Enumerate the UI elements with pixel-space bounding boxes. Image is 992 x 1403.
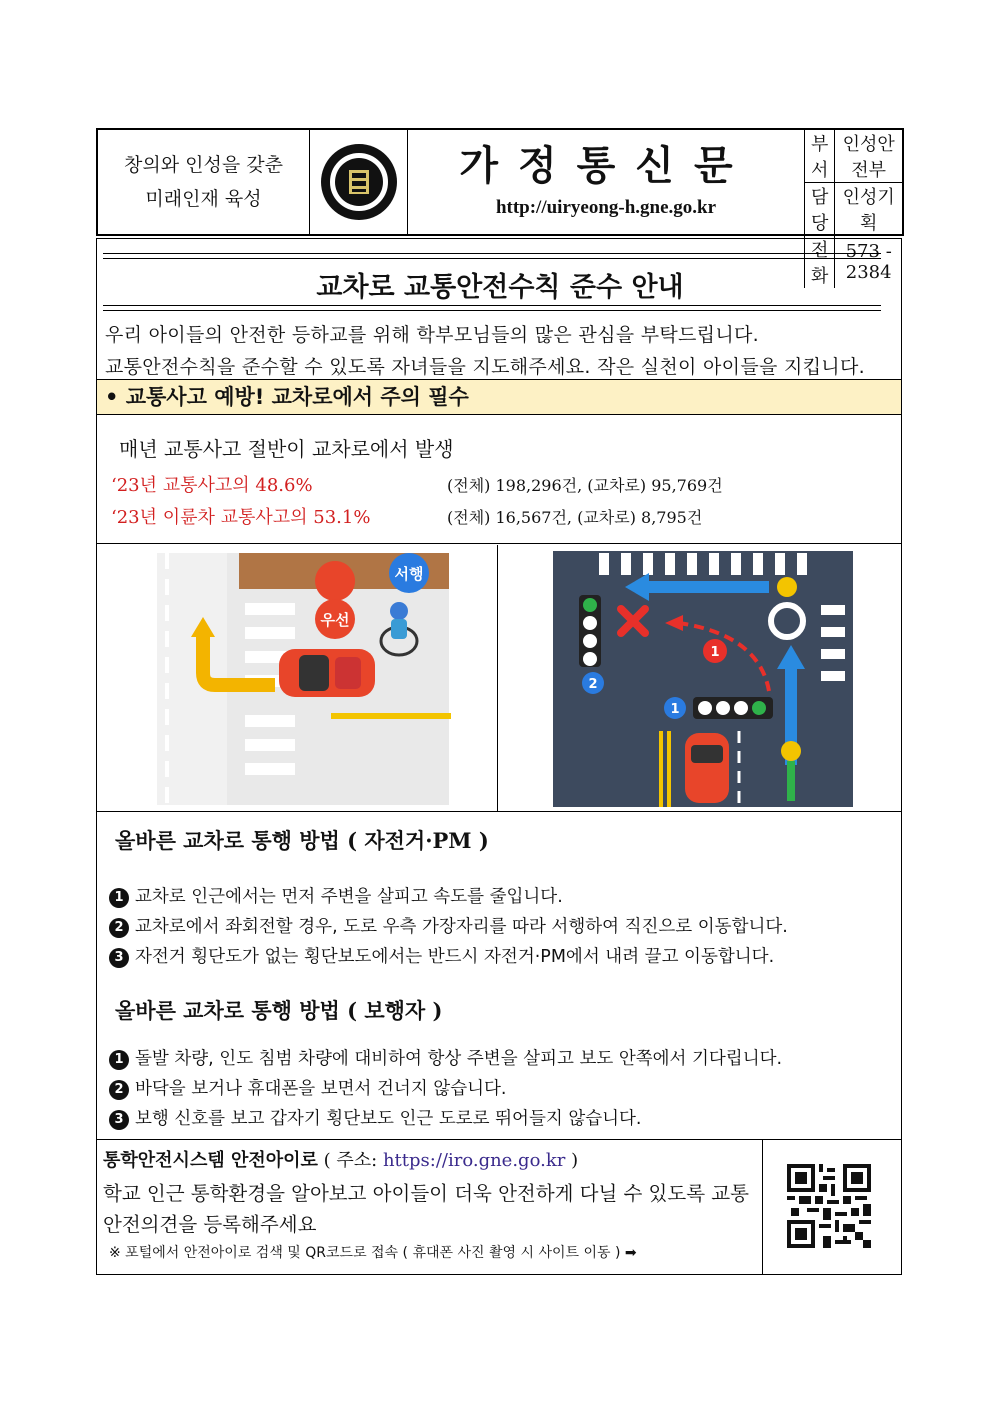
step-badge — [664, 697, 686, 719]
rule-text: 돌발 차량, 인도 침범 차량에 대비하여 항상 주변을 살피고 보도 안쪽에서 기다립니다. — [135, 1049, 783, 1069]
pedestrian-section-heading: 올바른 교차로 통행 방법 ( 보행자 ) — [115, 998, 443, 1023]
stat-detail: (전체) 198,296건, (교차로) 95,769건 — [447, 476, 723, 495]
divider — [97, 811, 901, 812]
slow-label: 서행 — [394, 565, 424, 583]
illustration-left — [99, 545, 498, 811]
contact-value: 573 - 2384 — [835, 236, 902, 289]
step-badge — [582, 672, 604, 694]
step-1-label: 1 — [710, 645, 720, 660]
contact-row — [805, 130, 903, 183]
main-content-box — [96, 238, 902, 1140]
intersection-illustration — [499, 545, 901, 811]
intro-line-2: 교통안전수칙을 준수할 수 있도록 자녀들을 지도해주세요. 작은 실천이 아이들을 지킵니다. — [105, 356, 865, 378]
contact-key: 전화 — [805, 236, 835, 289]
illustration-right — [499, 545, 901, 811]
footer-text-area — [97, 1140, 763, 1274]
document-title: 교차로 교통안전수칙 준수 안내 — [316, 272, 684, 303]
bike-rule — [109, 943, 774, 968]
system-name: 통학안전시스템 안전아이로 — [103, 1150, 318, 1171]
stat-label: ‘23년 교통사고의 48.6% — [111, 475, 313, 496]
school-motto — [98, 130, 310, 234]
rule-number-icon: 1 — [109, 888, 129, 908]
contact-value: 인성기획 — [835, 183, 902, 236]
address-prefix: ( 주소: — [317, 1150, 383, 1171]
stat-heading: 매년 교통사고 절반이 교차로에서 발생 — [119, 437, 454, 461]
step-badge — [703, 639, 727, 663]
rule-text: 보행 신호를 보고 갑자기 횡단보도 인근 도로로 뛰어들지 않습니다. — [135, 1109, 642, 1129]
contact-row — [805, 183, 903, 236]
section-band: • 교통사고 예방! 교차로에서 주의 필수 — [97, 379, 901, 415]
system-url-link[interactable]: https://iro.gne.go.kr — [382, 1150, 566, 1171]
stat-detail: (전체) 16,567건, (교차로) 8,795건 — [447, 508, 703, 527]
stat-label: ‘23년 이륜차 교통사고의 53.1% — [111, 507, 371, 528]
bike-rule — [109, 913, 788, 938]
qr-code[interactable] — [787, 1164, 871, 1252]
rule-text: 바닥을 보거나 휴대폰을 보면서 건너지 않습니다. — [135, 1079, 507, 1099]
contact-value: 인성안전부 — [835, 130, 902, 183]
rule-number-icon: 2 — [109, 1080, 129, 1100]
rule-number-icon: 1 — [109, 1050, 129, 1070]
divider — [97, 543, 901, 544]
title-rule-bottom — [103, 305, 881, 311]
footer-box — [96, 1139, 902, 1275]
school-logo — [310, 130, 408, 234]
pedestrian-rule — [109, 1045, 782, 1070]
rule-text: 자전거 횡단도가 없는 횡단보도에서는 반드시 자전거·PM에서 내려 끌고 이동합니다. — [135, 947, 775, 967]
school-emblem-icon — [319, 142, 399, 222]
stat-row — [111, 471, 723, 497]
qr-code-icon — [787, 1164, 871, 1248]
pedestrian-rule — [109, 1105, 642, 1130]
motto-line-1: 창의와 인성을 갖춘 — [124, 154, 283, 176]
newsletter-title-block — [408, 130, 804, 234]
step-1-blue-label: 1 — [670, 702, 680, 717]
yield-illustration — [99, 545, 497, 811]
intro-text — [105, 319, 865, 383]
contact-key: 담당 — [805, 183, 835, 236]
footer-note: ※ 포털에서 안전아이로 검색 및 QR코드로 접속 ( 휴대폰 사진 촬영 시 사이트 이동 ) ➡ — [109, 1245, 637, 1261]
stat-row — [111, 503, 703, 529]
contact-key: 부서 — [805, 130, 835, 183]
system-line — [103, 1146, 578, 1172]
slow-badge — [389, 553, 429, 593]
title-rule-top — [103, 253, 881, 259]
rule-number-icon: 3 — [109, 1110, 129, 1130]
step-2-label: 2 — [588, 677, 598, 692]
yield-label: 우선 — [320, 611, 350, 629]
rule-text: 교차로 인근에서는 먼저 주변을 살피고 속도를 줄입니다. — [135, 887, 563, 907]
letter-header — [96, 128, 904, 287]
rule-text: 교차로에서 좌회전할 경우, 도로 우측 가장자리를 따라 서행하여 직진으로 이동합니다. — [135, 917, 788, 937]
school-url[interactable]: http://uiryeong-h.gne.go.kr — [495, 197, 717, 218]
motto-line-2: 미래인재 육성 — [145, 188, 262, 210]
bike-section-heading: 올바른 교차로 통행 방법 ( 자전거·PM ) — [115, 828, 489, 853]
pedestrian-rule — [109, 1075, 506, 1100]
rule-number-icon: 3 — [109, 948, 129, 968]
intro-line-1: 우리 아이들의 안전한 등하교를 위해 학부모님들의 많은 관심을 부탁드립니다. — [105, 324, 759, 346]
bike-rule — [109, 883, 563, 908]
address-suffix: ) — [565, 1150, 579, 1171]
footer-body: 학교 인근 통학환경을 알아보고 아이들이 더욱 안전하게 다닐 수 있도록 교통안전의견을 등록해주세요 — [103, 1182, 749, 1236]
newsletter-title: 가정통신문 — [459, 142, 753, 189]
rule-number-icon: 2 — [109, 918, 129, 938]
